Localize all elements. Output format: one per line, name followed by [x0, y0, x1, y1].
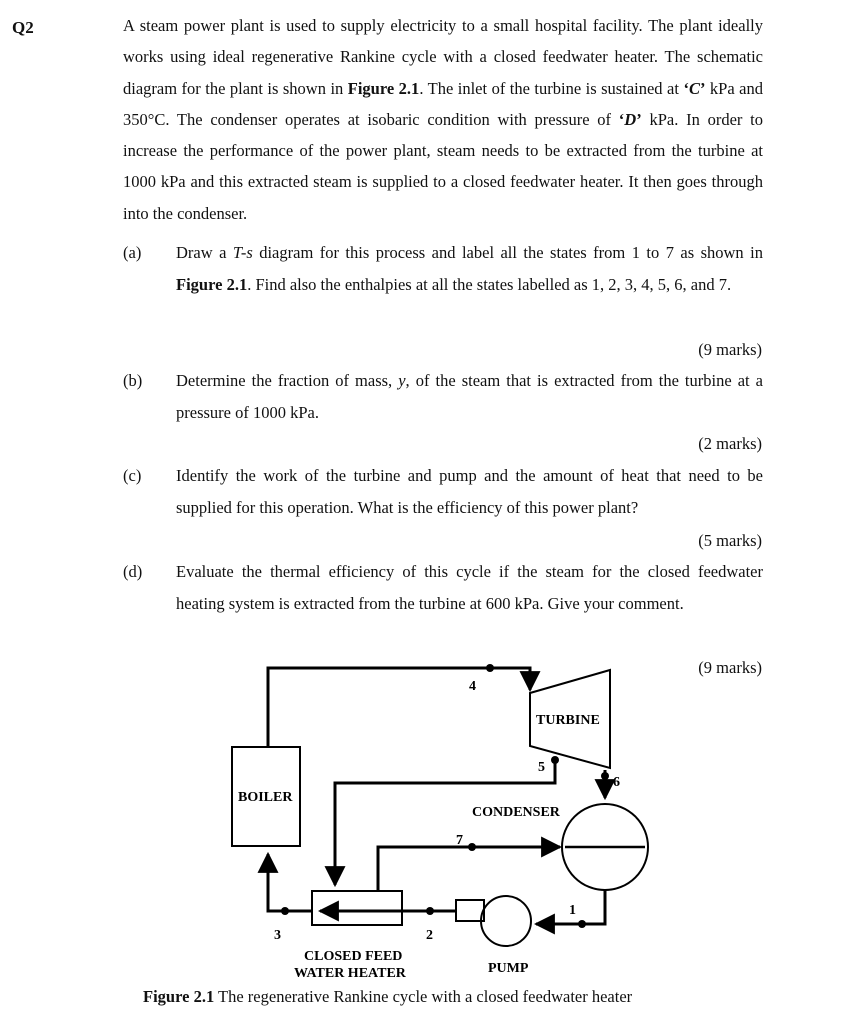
heater-box: [312, 891, 402, 925]
state-7-label: 7: [456, 833, 463, 848]
line-state-7: [378, 847, 560, 891]
turbine-shape: [530, 670, 610, 768]
heater-label-2: WATER HEATER: [294, 966, 406, 981]
figure-caption-bold: Figure 2.1: [143, 987, 215, 1006]
boiler-box: [232, 747, 300, 846]
line-state-4: [268, 668, 530, 747]
part-c-marks: (5 marks): [698, 531, 762, 550]
part-c-text: Identify the work of the turbine and pump and the amount of heat that need to be supplied for this operation. What is the efficiency of this power plant?: [176, 466, 763, 517]
part-c-label: (c): [123, 466, 142, 485]
part-b-text: Determine the fraction of mass, y, of the steam that is extracted from the turbine at a pressure of 1000 kPa.: [176, 371, 764, 422]
state-5-label: 5: [538, 760, 545, 775]
turbine-label: TURBINE: [536, 713, 600, 728]
part-d-marks: (9 marks): [698, 658, 762, 677]
line-state-3: [268, 854, 312, 911]
pump-circle: [481, 896, 531, 946]
state-3-label: 3: [274, 928, 281, 943]
part-a-marks: (9 marks): [698, 340, 762, 359]
state-1-label: 1: [569, 903, 576, 918]
part-a-text: Draw a T-s diagram for this process and label all the states from 1 to 7 as shown in Figure 2.1. Find also the enthalpies at all the states labelled as 1, 2, 3, 4, 5, 6, and 7.: [176, 243, 763, 294]
line-state-5: [335, 760, 555, 885]
condenser-circle: [562, 804, 648, 890]
state-6-label: 6: [613, 775, 620, 790]
question-intro: A steam power plant is used to supply electricity to a small hospital facility. The plant ideally works using ideal regenerative Rankine cycle with a closed feedwater heater. The schematic diagram for the plant is shown in Figure 2.1. The inlet of the turbine is sustained at ‘C’ kPa and 350°C. The condenser operates at isobaric condition with pressure of ‘D’ kPa. In order to increase the performance of the power plant, steam needs to be extracted from the turbine at 1000 kPa and this extracted steam is supplied to a closed feedwater heater. It then goes through into the condenser.: [123, 16, 763, 223]
part-b-label: (b): [123, 371, 143, 390]
state-4-label: 4: [469, 679, 476, 694]
part-a-label: (a): [123, 243, 142, 262]
figure-caption: [143, 987, 743, 1007]
part-d-label: (d): [123, 562, 143, 581]
figure-caption-text: The regenerative Rankine cycle with a closed feedwater heater: [214, 987, 633, 1006]
part-b-marks: (2 marks): [698, 434, 762, 453]
line-state-1: [536, 890, 605, 924]
pump-body: [456, 900, 484, 921]
condenser-label: CONDENSER: [472, 805, 560, 820]
heater-label-1: CLOSED FEED: [304, 949, 403, 964]
boiler-label: BOILER: [238, 790, 293, 805]
pump-label: PUMP: [488, 961, 529, 976]
question-number: Q2: [12, 18, 34, 37]
part-d-text: Evaluate the thermal efficiency of this cycle if the steam for the closed feedwater heating system is extracted from the turbine at 600 kPa. Give your comment.: [176, 562, 763, 613]
state-2-label: 2: [426, 928, 433, 943]
